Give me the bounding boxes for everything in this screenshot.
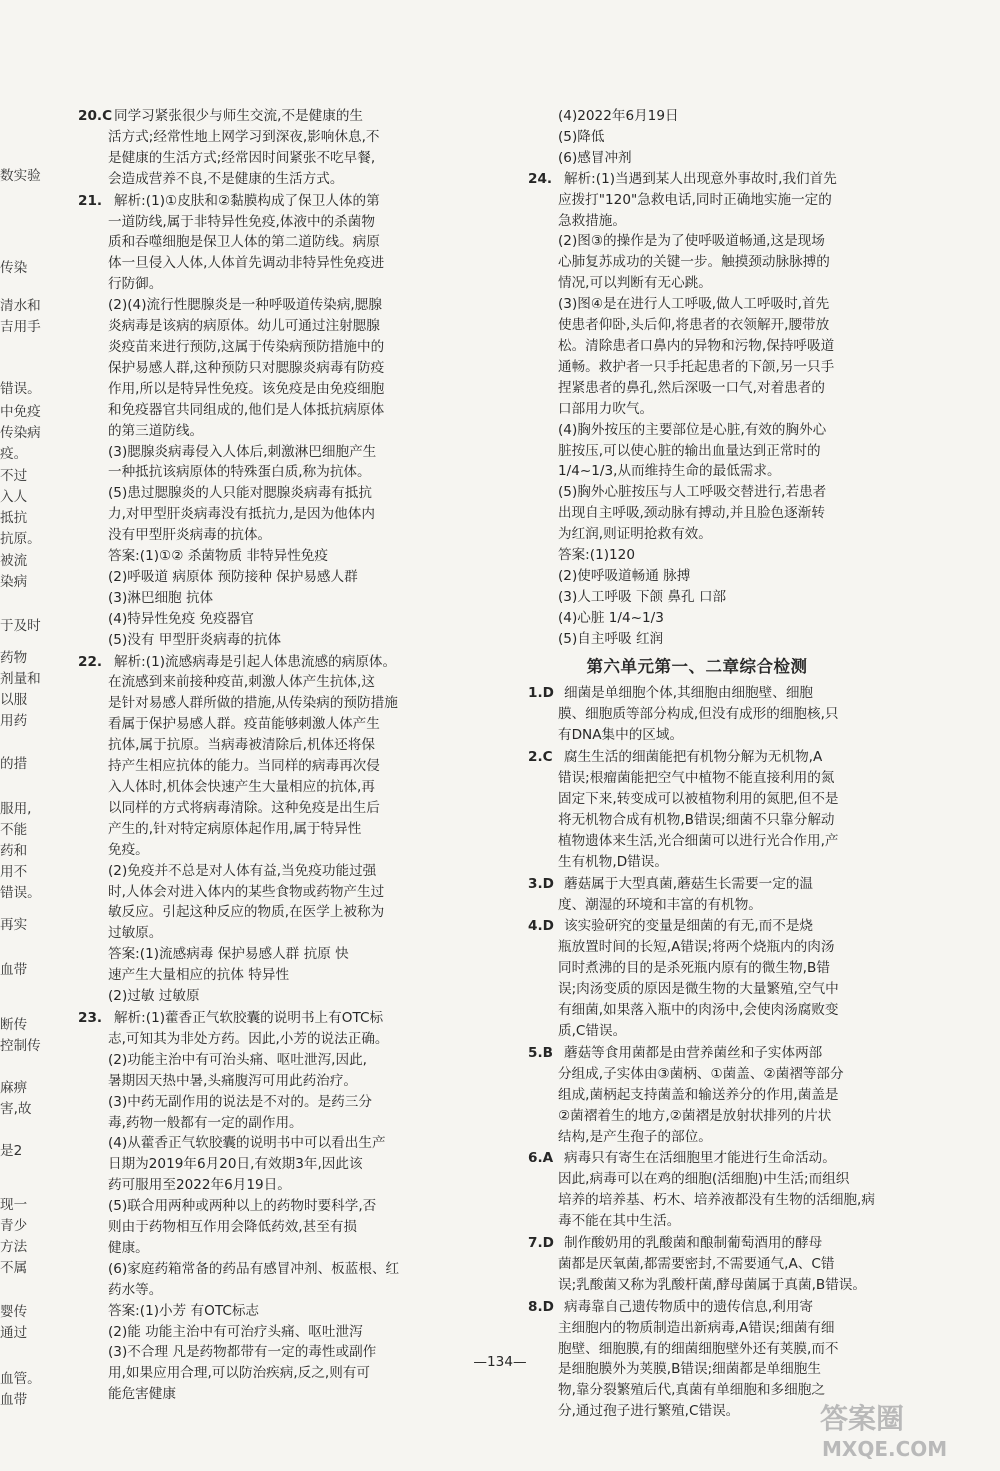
answer-line: (5)降低	[558, 128, 605, 145]
answer-line: 质和吞噬细胞是保卫人体的第二道防线。病原	[108, 234, 380, 251]
answer-item	[528, 747, 866, 872]
margin-fragment: 疫。	[0, 446, 28, 462]
answer-line: 暑期因天热中暑,头痛腹泻可用此药治疗。	[108, 1072, 358, 1089]
answer-line: 药水等。	[108, 1281, 163, 1298]
answer-line: 速产生大量相应的抗体 特异性	[108, 967, 290, 984]
answer-line: 错误;根瘤菌能把空气中植物不能直接利用的氮	[558, 770, 835, 787]
answer-line: 一种抵抗该病原体的特殊蛋白质,称为抗体。	[108, 464, 371, 481]
question-number: 3.D	[528, 875, 554, 892]
answer-line: 同学习紧张很少与师生交流,不是健康的生	[114, 108, 364, 124]
answer-line: 答案:(1)120	[558, 547, 635, 564]
answer-line: (4)从藿香正气软胶囊的说明书中可以看出生产	[108, 1135, 386, 1152]
margin-fragment: 断传	[0, 1017, 28, 1033]
answer-line: 没有甲型肝炎病毒的抗体。	[108, 527, 272, 544]
margin-fragment: 青少	[0, 1218, 28, 1234]
answer-line: 活方式;经常性地上网学习到深夜,影响休息,不	[108, 128, 380, 145]
answer-line: (2)功能主治中有可治头痛、呕吐泄泻,因此,	[108, 1051, 367, 1068]
answer-line: 组成,菌柄起支持菌盖和输送养分的作用,菌盖是	[558, 1086, 839, 1103]
left-column	[78, 106, 470, 1406]
answer-line: 主细胞内的物质制造出新病毒,A错误;细菌有细	[558, 1319, 835, 1336]
answer-line: 体一旦侵入人体,人体首先调动非特异性免疫进	[108, 255, 385, 272]
answer-line: 答案:(1)①② 杀菌物质 非特异性免疫	[108, 548, 328, 565]
answer-line: 蘑菇等食用菌都是由营养菌丝和子实体两部	[564, 1044, 823, 1061]
answer-line: (3)图④是在进行人工呼吸,做人工呼吸时,首先	[558, 296, 830, 313]
answer-line: (5)胸外心脏按压与人工呼吸交替进行,若患者	[558, 484, 827, 501]
answer-line: 是健康的生活方式;经常因时间紧张不吃早餐,	[108, 149, 376, 166]
answer-item	[78, 191, 470, 651]
margin-fragment: 血管。	[0, 1371, 41, 1387]
answer-line: (2)呼吸道 病原体 预防接种 保护易感人群	[108, 568, 358, 585]
margin-fragment: 方法	[0, 1239, 28, 1255]
answer-line: (4)胸外按压的主要部位是心脏,有效的胸外心	[558, 421, 827, 438]
section-title: 第六单元第一、二章综合检测	[586, 656, 808, 676]
answer-line: 制作酸奶用的乳酸菌和酿制葡萄酒用的酵母	[564, 1235, 823, 1252]
answer-item	[78, 652, 470, 1007]
margin-fragment: 用药	[0, 713, 28, 729]
margin-fragment: 用不	[0, 864, 28, 880]
page-number: —134—	[473, 1354, 527, 1370]
answer-line: 过敏原。	[108, 925, 163, 942]
answer-line: 解析:(1)流感病毒是引起人体患流感的病原体。	[114, 653, 397, 670]
answer-line: 该实验研究的变量是细菌的有无,而不是烧	[564, 918, 814, 935]
answer-line: (3)不合理 凡是药物都带有一定的毒性或副作	[108, 1344, 377, 1361]
question-number: 20.C	[78, 108, 113, 124]
question-number: 23.	[78, 1009, 103, 1026]
answer-line: (6)家庭药箱常备的药品有感冒冲剂、板蓝根、红	[108, 1260, 400, 1277]
margin-fragment: 麻痹	[0, 1080, 28, 1096]
answer-line: 保护易感人群,这种预防只对腮腺炎病毒有防疫	[108, 359, 385, 376]
answer-line: 的第三道防线。	[108, 422, 204, 439]
answer-line: 胞壁、细胞膜,有的细菌细胞壁外还有荚膜,而不	[558, 1340, 839, 1357]
answer-line: (2)使呼吸道畅通 脉搏	[558, 567, 691, 584]
margin-fragment: 通过	[0, 1325, 28, 1341]
question-number: 21.	[78, 192, 103, 209]
answer-line: (3)中药无副作用的说法是不对的。是药三分	[108, 1093, 372, 1110]
margin-fragment: 害,故	[0, 1101, 32, 1117]
margin-fragment: 不属	[0, 1260, 28, 1276]
margin-fragment: 再实	[0, 917, 28, 933]
margin-fragment: 染病	[0, 574, 28, 590]
margin-fragment: 是2	[0, 1143, 23, 1159]
margin-fragment: 入人	[0, 489, 28, 505]
right-column-top	[528, 106, 866, 650]
question-number: 22.	[78, 653, 103, 670]
answer-line: 捏紧患者的鼻孔,然后深吸一口气,对着患者的	[558, 379, 825, 396]
margin-fragment: 剂量和	[0, 671, 41, 687]
answer-line: 膜、细胞质等部分构成,但没有成形的细胞核,只	[558, 706, 839, 723]
margin-fragment: 传染病	[0, 425, 41, 441]
margin-fragment: 服用,	[0, 801, 32, 817]
answer-line: 应拨打"120"急救电话,同时正确地实施一定的	[558, 191, 832, 208]
answer-item	[528, 169, 866, 650]
answer-line: 和免疫器官共同组成的,他们是人体抵抗病原体	[108, 401, 385, 418]
answer-line: 因此,病毒可以在鸡的细胞(活细胞)中生活;而组织	[558, 1171, 850, 1188]
answer-line: 植物遗体来生活,光合细菌可以进行光合作用,产	[558, 832, 839, 849]
question-number: 1.D	[528, 685, 554, 702]
answer-line: 毒不能在其中生活。	[558, 1213, 681, 1230]
answer-line: (5)没有 甲型肝炎病毒的抗体	[108, 631, 282, 648]
answer-line: 入人体时,机体会快速产生大量相应的抗体,再	[108, 779, 375, 795]
answer-line: 志,可知其为非处方药。因此,小芳的说法正确。	[108, 1030, 389, 1047]
answer-line: 质,C错误。	[558, 1022, 627, 1039]
answer-item	[528, 1148, 875, 1232]
answer-line: 在流感到来前接种疫苗,刺激人体产生抗体,这	[108, 674, 375, 691]
answer-line: (6)感冒冲剂	[558, 149, 632, 166]
answer-line: 误;肉汤变质的原因是微生物的大量繁殖,空气中	[558, 981, 839, 998]
margin-fragment: 控制传	[0, 1038, 41, 1054]
answer-line: (5)患过腮腺炎的人只能对腮腺炎病毒有抵抗	[108, 485, 372, 502]
answer-line: 为红润,则证明抢救有效。	[558, 526, 712, 543]
answer-line: 看属于保护易感人群。疫苗能够刺激人体产生	[108, 716, 380, 733]
question-number: 7.D	[528, 1235, 554, 1252]
margin-fragment: 中免疫	[0, 404, 41, 420]
answer-line: (5)自主呼吸 红润	[558, 630, 664, 647]
answer-line: 能危害健康	[108, 1386, 176, 1403]
answer-line: 松。清除患者口鼻内的异物和污物,保持呼吸道	[558, 337, 835, 354]
answer-line: 蘑菇属于大型真菌,蘑菇生长需要一定的温	[564, 875, 814, 892]
answer-line: 误;乳酸菌又称为乳酸杆菌,酵母菌属于真菌,B错误。	[558, 1276, 867, 1293]
answer-line: 菌都是厌氧菌,都需要密封,不需要通气,A、C错	[558, 1255, 835, 1272]
margin-fragment: 的措	[0, 756, 28, 772]
answer-line: 药可服用至2022年6月19日。	[108, 1177, 291, 1194]
answer-line: (4)2022年6月19日	[558, 108, 679, 124]
margin-fragment: 现一	[0, 1197, 28, 1213]
answer-line: 健康。	[108, 1239, 149, 1256]
answer-line: (4)特异性免疫 免疫器官	[108, 610, 254, 627]
answer-line: 脏按压,可以使心脏的输出血量达到正常时的	[558, 442, 821, 459]
margin-fragment: 于及时	[0, 618, 41, 634]
answer-line: 炎病毒是该病的病原体。幼儿可通过注射腮腺	[108, 318, 380, 335]
answer-line: 作用,所以是特异性免疫。该免疫是由免疫细胞	[108, 380, 385, 397]
answer-line: 情况,可以判断有无心跳。	[558, 275, 712, 292]
answer-line: 1/4~1/3,从而维持生命的最低需求。	[558, 463, 781, 480]
answer-line: 是细胞膜外为荚膜,B错误;细菌都是单细胞生	[558, 1361, 821, 1378]
answer-item	[528, 916, 866, 1041]
margin-fragment: 数实验	[0, 168, 41, 184]
answer-line: 则由于药物相互作用会降低药效,甚至有损	[108, 1219, 358, 1236]
answer-line: 结构,是产生孢子的部位。	[558, 1128, 712, 1145]
left-margin-fragments	[0, 110, 56, 1408]
answer-item	[78, 106, 470, 190]
answer-line: 细菌是单细胞个体,其细胞由细胞壁、细胞	[564, 685, 814, 702]
margin-fragment: 血带	[0, 962, 28, 978]
answer-line: 敏反应。引起这种反应的物质,在医学上被称为	[108, 904, 385, 921]
margin-fragment: 错误。	[0, 885, 41, 901]
margin-fragment: 抵抗	[0, 510, 28, 526]
right-column-bottom	[528, 683, 875, 1422]
answer-line: 免疫。	[108, 841, 149, 858]
answer-line: (3)人工呼吸 下颌 鼻孔 口部	[558, 588, 727, 605]
answer-line: (2)(4)流行性腮腺炎是一种呼吸道传染病,腮腺	[108, 297, 382, 314]
answer-line: 持产生相应抗体的能力。当同样的病毒再次侵	[108, 758, 380, 775]
margin-fragment: 抗原。	[0, 531, 41, 547]
answer-line: 急救措施。	[558, 212, 626, 229]
answer-line: 是针对易感人群所做的措施,从传染病的预防措施	[108, 695, 398, 712]
answer-line: (2)免疫并不总是对人体有益,当免疫功能过强	[108, 862, 377, 879]
margin-fragment: 传染	[0, 260, 28, 276]
answer-line: (2)过敏 过敏原	[108, 988, 200, 1005]
answer-line: (3)腮腺炎病毒侵入人体后,刺激淋巴细胞产生	[108, 443, 377, 460]
answer-line: 抗体,属于抗原。当病毒被清除后,机体还将保	[108, 737, 375, 754]
margin-fragment: 清水和	[0, 298, 41, 314]
question-number: 6.A	[528, 1150, 554, 1167]
answer-line: 毒,药物一般都有一定的副作用。	[108, 1114, 303, 1131]
margin-fragment: 不能	[0, 822, 28, 838]
answer-line: 力,对甲型肝炎病毒没有抵抗力,是因为他体内	[108, 506, 375, 523]
answer-line: 同时煮沸的目的是杀死瓶内原有的微生物,B错	[558, 960, 830, 977]
answer-line: 会造成营养不良,不是健康的生活方式。	[108, 170, 344, 187]
answer-line: 出现自主呼吸,颈动脉有搏动,并且脸色逐渐转	[558, 505, 825, 522]
answer-line: (3)淋巴细胞 抗体	[108, 589, 214, 606]
answer-line: 炎疫苗来进行预防,这属于传染病预防措施中的	[108, 338, 385, 355]
answer-line: 使患者仰卧,头后仰,将患者的衣领解开,腰带放	[558, 317, 830, 334]
margin-fragment: 药和	[0, 843, 28, 859]
answer-line: (4)心脏 1/4~1/3	[558, 609, 664, 626]
answer-line: 用,如果应用合理,可以防治疾病,反之,则有可	[108, 1365, 370, 1382]
answer-line: 有DNA集中的区域。	[558, 727, 684, 744]
margin-fragment: 错误。	[0, 381, 41, 397]
answer-line: 分组成,子实体由③菌柄、①菌盖、②菌褶等部分	[558, 1065, 844, 1082]
answer-item	[528, 1043, 866, 1148]
margin-fragment: 血带	[0, 1392, 28, 1408]
margin-fragment: 以服	[0, 692, 28, 708]
answer-line: 解析:(1)藿香正气软胶囊的说明书上有OTC标	[114, 1009, 384, 1026]
answer-line: 培养的培养基、朽木、培养液都没有生物的活细胞,病	[558, 1192, 875, 1209]
watermark-text: 答案圈	[820, 1402, 905, 1435]
watermark-url: MXQE.COM	[822, 1437, 948, 1461]
answer-line: 病毒只有寄生在活细胞里才能进行生命活动。	[564, 1150, 836, 1167]
answer-item	[528, 1233, 866, 1296]
answer-line: 一道防线,属于非特异性免疫,体液中的杀菌物	[108, 213, 375, 230]
answer-line: (2)能 功能主治中有可治疗头痛、呕吐泄泻	[108, 1323, 363, 1340]
answer-item	[528, 874, 866, 916]
answer-line: 时,人体会对进入体内的某些食物或药物产生过	[108, 883, 385, 900]
answer-line: 腐生生活的细菌能把有机物分解为无机物,A	[564, 749, 823, 766]
answer-line: 答案:(1)小芳 有OTC标志	[108, 1302, 260, 1319]
answer-item	[78, 1008, 470, 1405]
answer-line: ②菌褶着生的地方,②菌褶是放射状排列的片状	[558, 1107, 832, 1124]
answer-line: 答案:(1)流感病毒 保护易感人群 抗原 快	[108, 946, 349, 963]
answer-line: 日期为2019年6月20日,有效期3年,因此该	[108, 1156, 363, 1173]
watermark-logo	[810, 1398, 980, 1462]
question-number: 24.	[528, 170, 553, 187]
answer-line: 物,靠分裂繁殖后代,真菌有单细胞和多细胞之	[558, 1382, 825, 1399]
answer-line: 解析:(1)当遇到某人出现意外事故时,我们首先	[564, 170, 837, 187]
right-column	[528, 106, 875, 1423]
answer-line: 通畅。救护者一只手托起患者的下颌,另一只手	[558, 358, 835, 375]
answer-line: (2)图③的操作是为了使呼吸道畅通,这是现场	[558, 233, 825, 250]
answer-line: 以同样的方式将病毒清除。这种免疫是出生后	[108, 799, 380, 816]
answer-line: 有细菌,如果落入瓶中的肉汤中,会使肉汤腐败变	[558, 1002, 839, 1019]
answer-line: 病毒靠自己遗传物质中的遗传信息,利用寄	[564, 1298, 814, 1315]
answer-line: 行防御。	[108, 276, 163, 293]
answer-line: 产生的,针对特定病原体起作用,属于特异性	[108, 820, 362, 837]
margin-fragment: 不过	[0, 468, 28, 484]
answer-line: 生有机物,D错误。	[558, 853, 668, 870]
answer-line: 口部用力吹气。	[558, 400, 654, 417]
margin-fragment: 吉用手	[0, 319, 41, 335]
answer-line: 解析:(1)①皮肤和②黏膜构成了保卫人体的第	[114, 192, 380, 209]
answer-line: (5)联合用两种或两种以上的药物时要科学,否	[108, 1198, 377, 1215]
answer-line: 心肺复苏成功的关键一步。触摸颈动脉脉搏的	[558, 254, 830, 271]
answer-line: 固定下来,转变成可以被植物利用的氮肥,但不是	[558, 791, 839, 807]
question-number: 4.D	[528, 918, 554, 935]
question-number: 8.D	[528, 1298, 554, 1315]
margin-fragment: 药物	[0, 650, 28, 666]
answer-item	[528, 683, 866, 746]
margin-fragment: 被流	[0, 553, 28, 569]
margin-fragment: 婴传	[0, 1304, 28, 1320]
answer-line: 将无机物合成有机物,B错误;细菌不只靠分解动	[558, 811, 835, 828]
question-number: 2.C	[528, 749, 553, 766]
question-number: 5.B	[528, 1044, 553, 1061]
answer-line: 分,通过孢子进行繁殖,C错误。	[558, 1403, 740, 1420]
answer-line: 瓶放置时间的长短,A错误;将两个烧瓶内的肉汤	[558, 939, 835, 956]
answer-line: 度、潮湿的环境和丰富的有机物。	[558, 896, 762, 913]
